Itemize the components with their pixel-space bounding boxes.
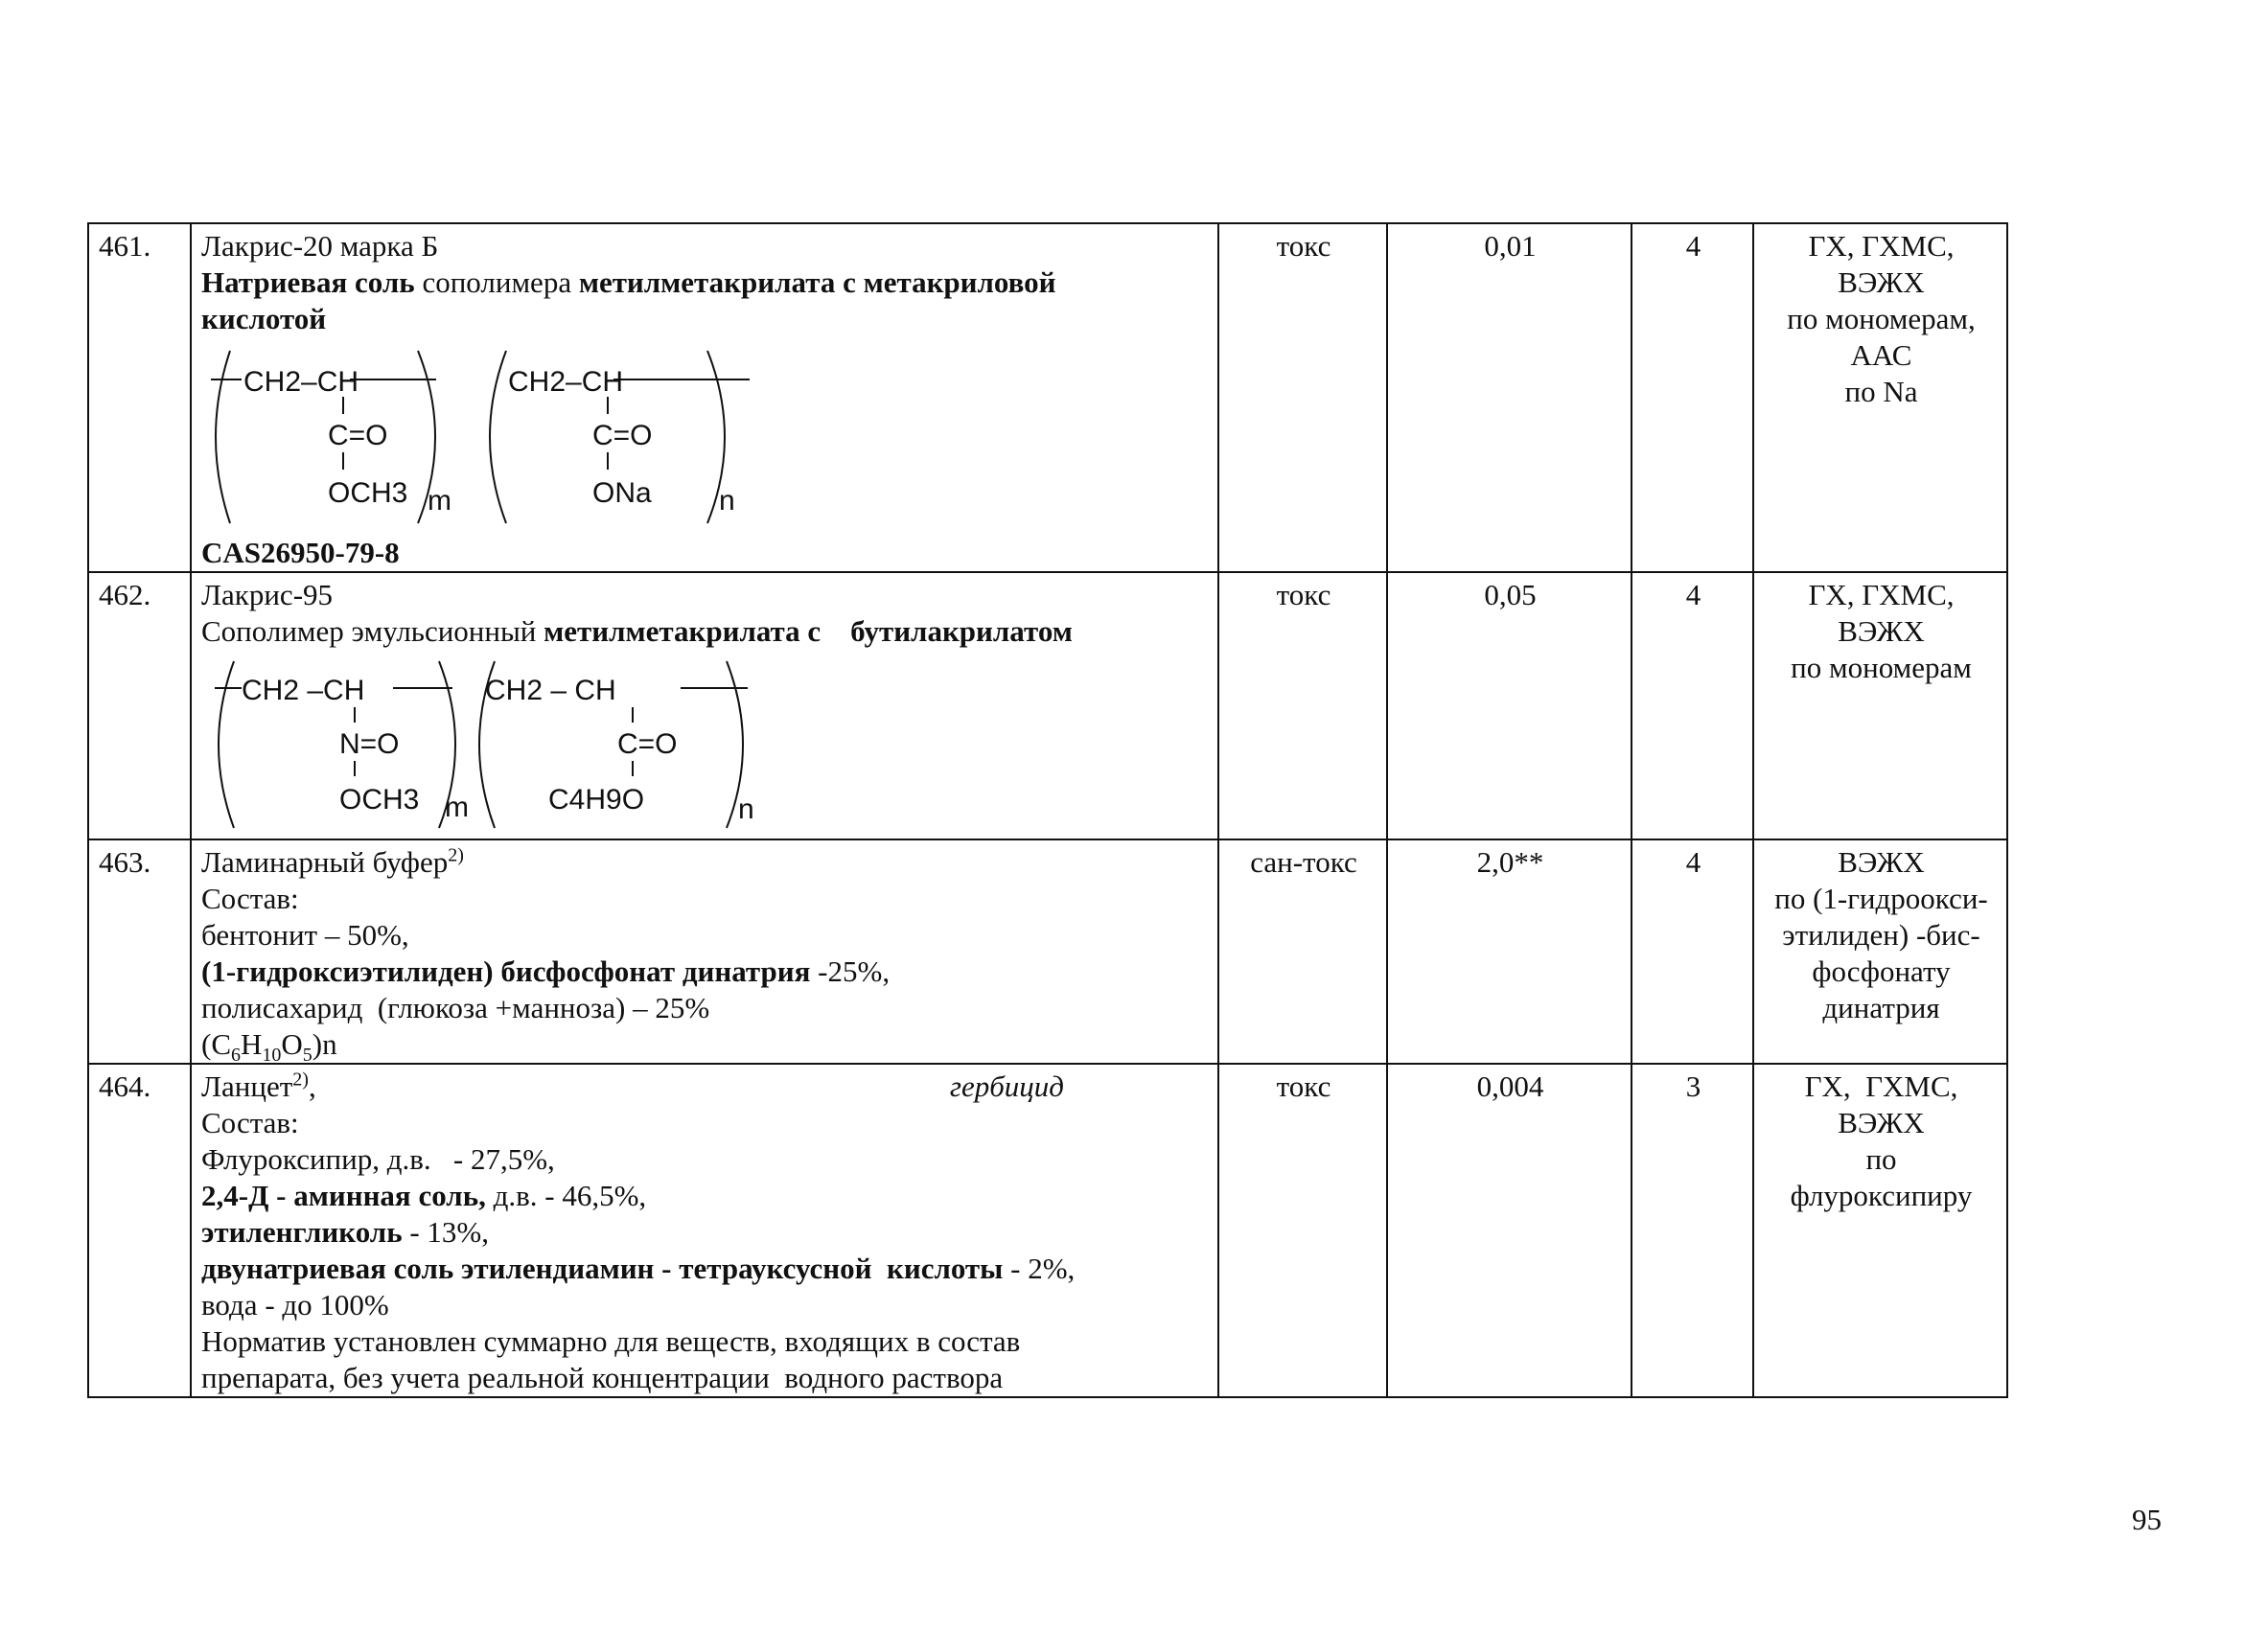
page-number: 95 [2132, 1503, 2162, 1536]
table-row [88, 572, 2007, 839]
substance-name-line [201, 1069, 1064, 1105]
analysis-method: ГХ, ГХМС, ВЭЖХ по мономерам [1753, 572, 2007, 839]
formula-unit2-bot: C4H9O [548, 784, 645, 816]
substance-name: Лакрис-20 марка Б [201, 229, 439, 263]
substance-description: Сополимер эмульсионный метилметакрилата с бутилакрилатом [201, 614, 1073, 648]
row-number: 462. [88, 572, 191, 839]
substance-name: Ламинарный буфер$^{2)}$ [201, 844, 464, 879]
substance-cell [191, 223, 1218, 572]
substance-name: Лакрис-95 [201, 578, 334, 611]
concentration-value: 2,0** [1387, 839, 1632, 1064]
concentration-value: 0,01 [1387, 223, 1632, 572]
formula-unit1-bot: OCH3 [339, 784, 420, 816]
table-row [88, 839, 2007, 1064]
row-number: 464. [88, 1064, 191, 1397]
hazard-class: 4 [1632, 572, 1753, 839]
structural-formula [201, 654, 796, 836]
formula-unit2-top: CH2–CH [508, 366, 624, 398]
formula-unit1-top: CH2 –CH [242, 675, 365, 706]
composition-line: полисахарид (глюкоза +манноза) – 25% [201, 991, 710, 1024]
hazard-class: 4 [1632, 839, 1753, 1064]
hazard-class: 3 [1632, 1064, 1753, 1397]
row-number: 463. [88, 839, 191, 1064]
formula-unit1-mid: C=O [328, 420, 388, 451]
substance-cell [191, 839, 1218, 1064]
formula-unit2-mid: C=O [617, 728, 678, 760]
substance-cell [191, 572, 1218, 839]
substance-cell [191, 1064, 1218, 1397]
concentration-value: 0,05 [1387, 572, 1632, 839]
formula-unit2-mid: C=O [592, 420, 653, 451]
hazard-sign: сан-токс [1218, 839, 1387, 1064]
formula-unit1-index: m [428, 485, 451, 517]
composition-line: Флуроксипир, д.в. - 27,5%, [201, 1142, 555, 1176]
table-row [88, 1064, 2007, 1397]
substance-description: Натриевая соль сополимера метилметакрилата с метакриловой [201, 265, 1056, 299]
cas-number: CAS26950-79-8 [201, 536, 400, 569]
table-row [88, 223, 2007, 572]
substance-description-cont: кислотой [201, 302, 327, 335]
concentration-value: 0,004 [1387, 1064, 1632, 1397]
formula-unit2-index: n [719, 485, 735, 517]
note-line: препарата, без учета реальной концентрации водного раствора [201, 1361, 1004, 1394]
composition-line: Состав: [201, 1106, 299, 1139]
composition-line: этиленгликоль - 13%, [201, 1215, 489, 1249]
composition-line: 2,4-Д - аминная соль, д.в. - 46,5%, [201, 1179, 647, 1212]
formula-unit1-top: CH2–CH [243, 366, 359, 398]
formula-unit2-index: n [738, 793, 754, 825]
analysis-method: ГХ, ГХМС, ВЭЖХ по мономерам, ААС по Na [1753, 223, 2007, 572]
hazard-sign: токс [1218, 223, 1387, 572]
composition-line: двунатриевая соль этилендиамин - тетрауксусной кислоты - 2%, [201, 1252, 1076, 1285]
hazard-class: 4 [1632, 223, 1753, 572]
formula-unit1-bot: OCH3 [328, 477, 408, 509]
substance-category: гербицид [949, 1069, 1064, 1103]
composition-line: Состав: [201, 882, 299, 915]
composition-line: бентонит – 50%, [201, 918, 409, 952]
formula-unit1-index: m [445, 792, 469, 823]
hazard-sign: токс [1218, 1064, 1387, 1397]
row-number: 461. [88, 223, 191, 572]
formula-unit2-bot: ONa [592, 477, 652, 509]
structural-formula [201, 341, 796, 533]
chemical-formula: $(C_6H_{10}O_5)n$ [201, 1027, 337, 1064]
formula-unit1-mid: N=O [339, 728, 400, 760]
substances-table [87, 222, 2008, 1398]
substance-name: Ланцет$^{2)}$, [201, 1069, 316, 1103]
analysis-method: ВЭЖХ по (1-гидроокси- этилиден) -бис- фосфонату динатрия [1753, 839, 2007, 1064]
composition-line: вода - до 100% [201, 1288, 389, 1322]
composition-line: (1-гидроксиэтилиден) бисфосфонат динатрия -25%, [201, 954, 891, 988]
note-line: Норматив установлен суммарно для веществ, входящих в состав [201, 1324, 1021, 1358]
analysis-method: ГХ, ГХМС, ВЭЖХ по флуроксипиру [1753, 1064, 2007, 1397]
hazard-sign: токс [1218, 572, 1387, 839]
formula-unit2-top: CH2 – CH [485, 675, 616, 706]
